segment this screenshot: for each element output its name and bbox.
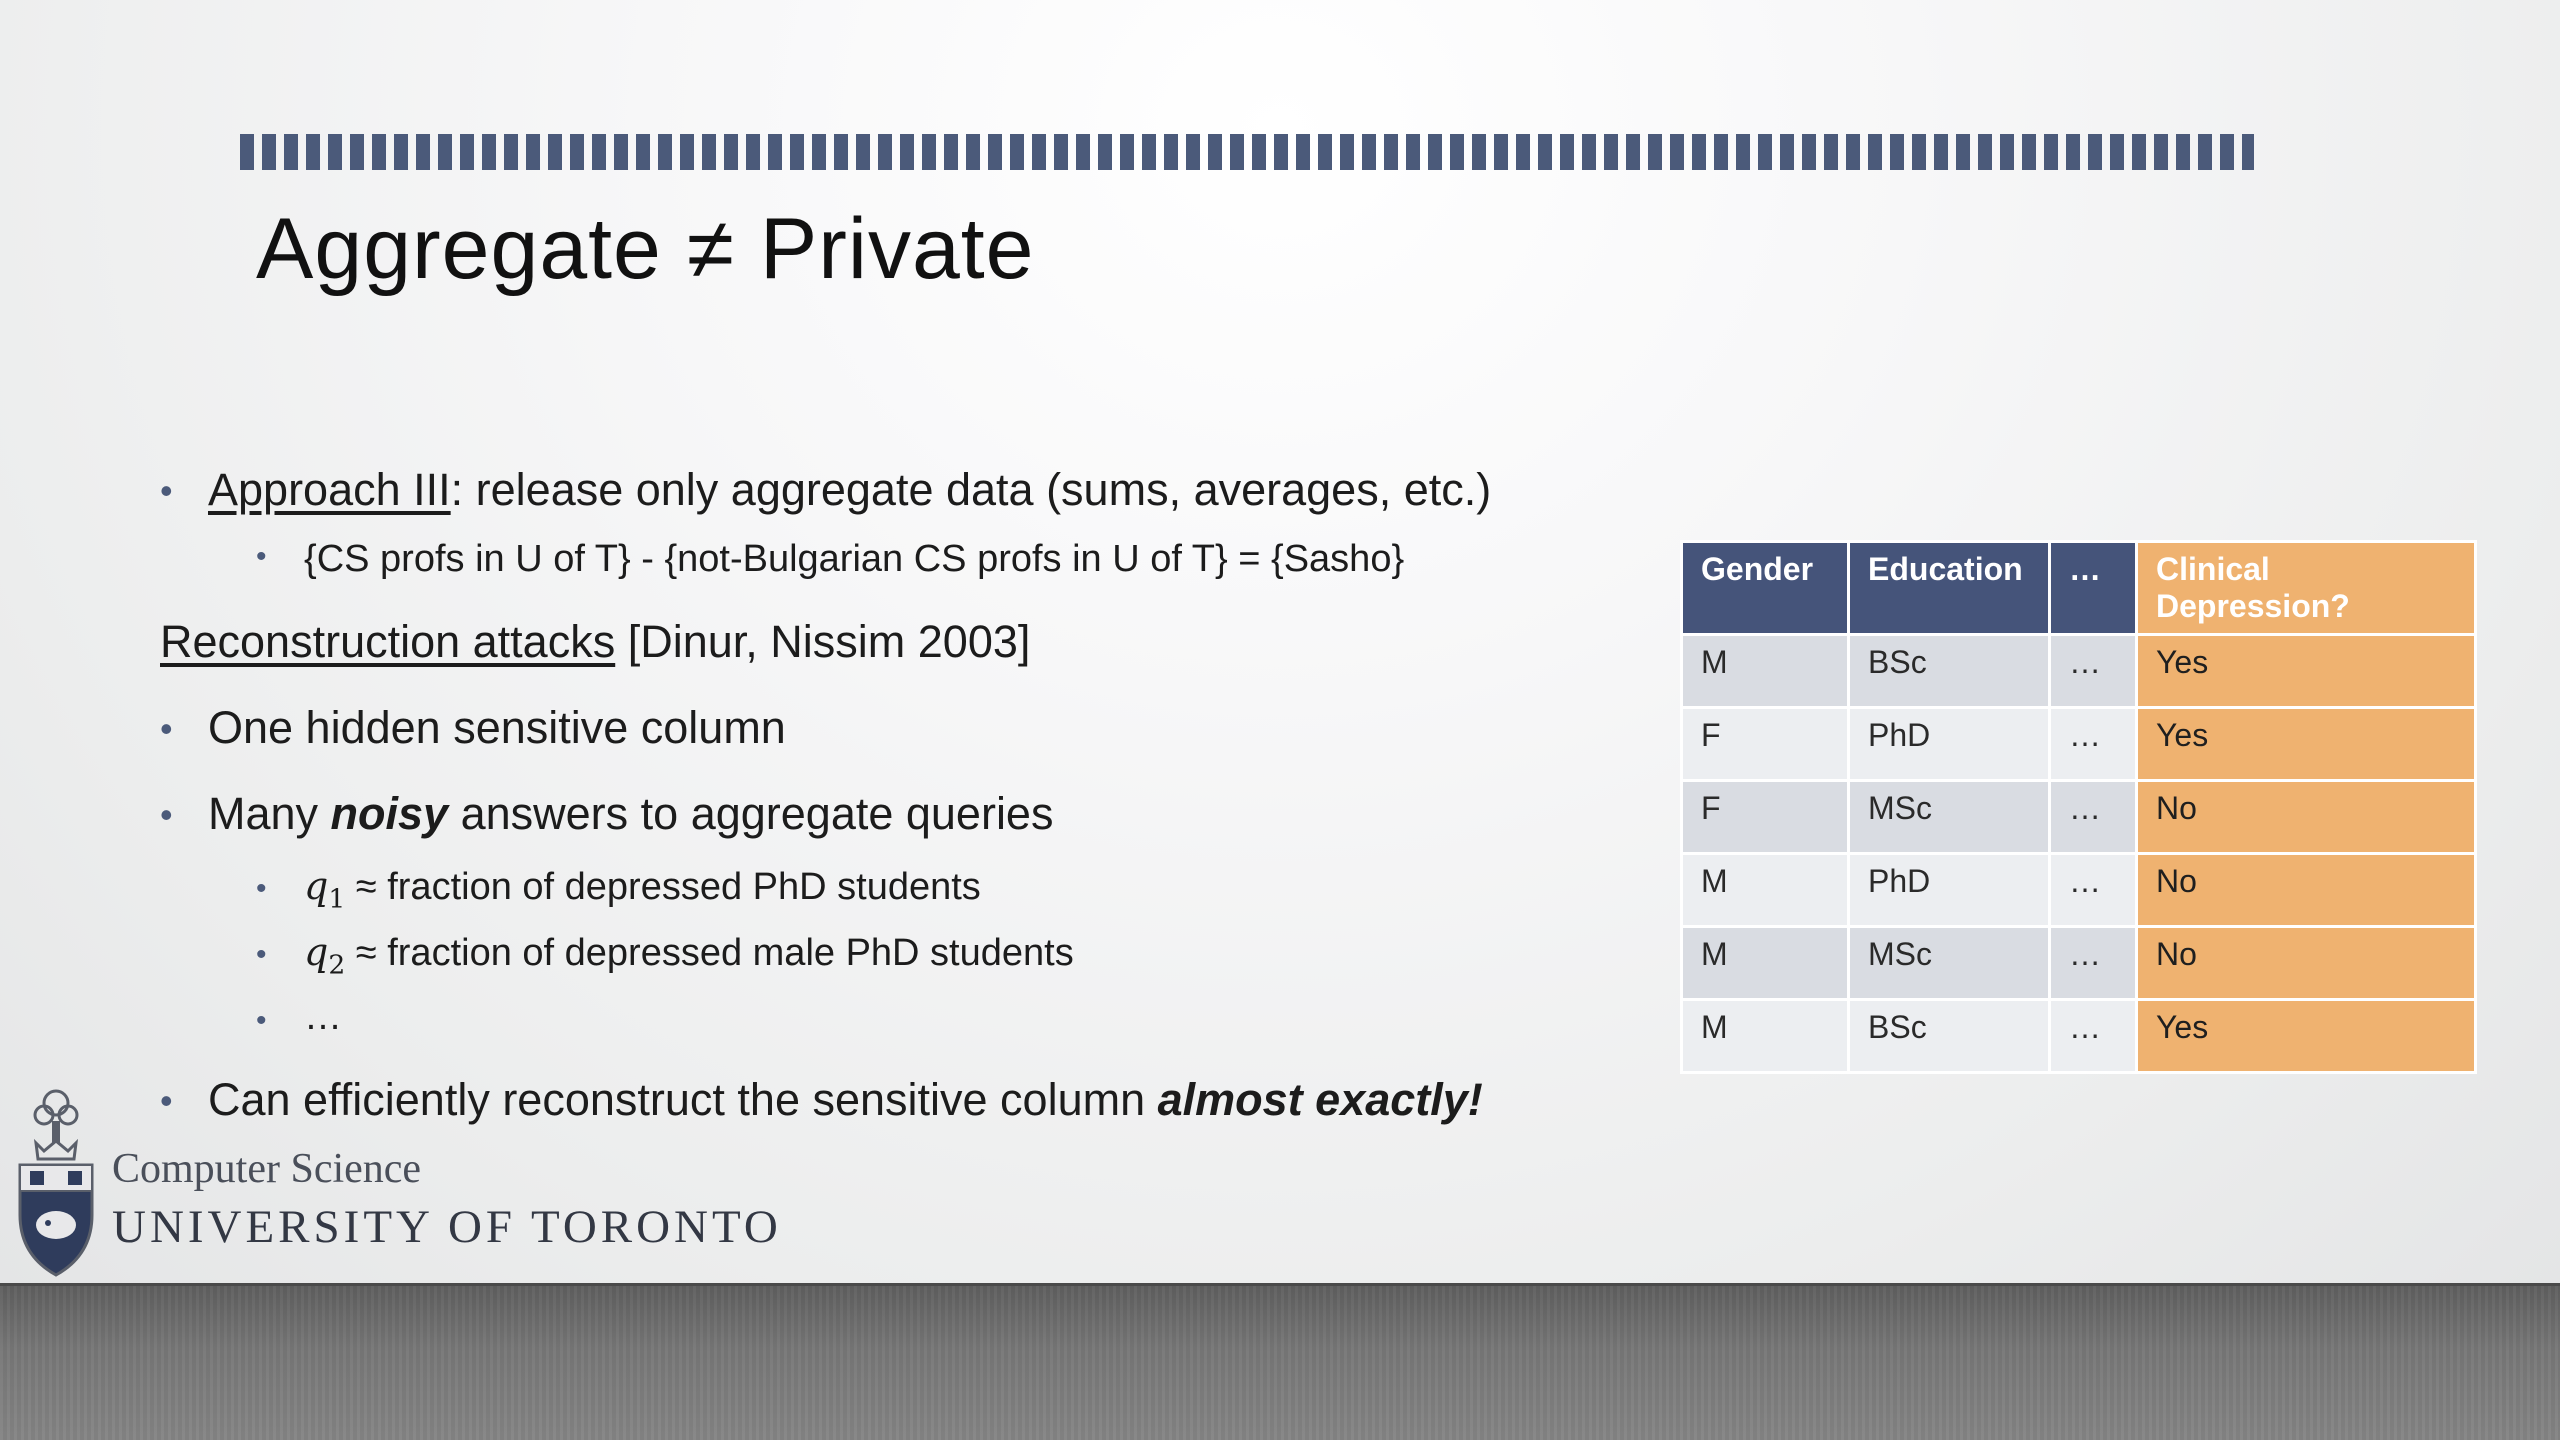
query-text: ≈ fraction of depressed male PhD students (345, 932, 1074, 974)
table-cell-sensitive: No (2137, 854, 2476, 927)
table-cell: F (1682, 708, 1849, 781)
table-cell: … (2050, 781, 2137, 854)
query-text: ≈ fraction of depressed PhD students (345, 866, 981, 908)
table-header-row (1682, 542, 2476, 635)
table-cell: BSc (1849, 635, 2050, 708)
sensitive-data-table (1680, 540, 2477, 1074)
reconstruct-pre: Can efficiently reconstruct the sensitive column (208, 1074, 1158, 1125)
table-cell: M (1682, 635, 1849, 708)
table-cell: F (1682, 781, 1849, 854)
bullet-dot-icon: • (160, 1080, 173, 1121)
decorative-stripe-bar (240, 134, 2254, 170)
table-cell: … (2050, 635, 2137, 708)
table-cell: … (2050, 1000, 2137, 1073)
table-cell-sensitive: Yes (2137, 1000, 2476, 1073)
bullet-dot-icon: • (160, 708, 173, 749)
table-header-ellipsis: … (2050, 542, 2137, 635)
table-cell: PhD (1849, 708, 2050, 781)
table-cell: PhD (1849, 854, 2050, 927)
bullet-reconstruct (208, 1074, 1483, 1126)
noisy-emph: noisy (330, 788, 449, 839)
query-item (304, 864, 981, 915)
reconstruction-heading (160, 616, 1030, 668)
slide-title: Aggregate ≠ Private (256, 201, 1035, 297)
table-cell: M (1682, 854, 1849, 927)
table-row (1682, 1000, 2476, 1073)
table-cell: … (2050, 927, 2137, 1000)
bullet-dot-icon: • (160, 470, 173, 511)
table-row (1682, 854, 2476, 927)
query-ellipsis: … (304, 996, 342, 1038)
approach-text: : release only aggregate data (sums, averages, etc.) (450, 464, 1492, 515)
bullet-dot-icon: • (256, 1004, 267, 1037)
table-row (1682, 708, 2476, 781)
noisy-pre: Many (208, 788, 331, 839)
reconstruction-citation: [Dinur, Nissim 2003] (615, 616, 1031, 667)
table-cell-sensitive: No (2137, 781, 2476, 854)
bullet-noisy-answers (208, 788, 1053, 840)
table-cell: … (2050, 708, 2137, 781)
table-cell: … (2050, 854, 2137, 927)
bullet-approach (208, 464, 1491, 516)
table-header-gender: Gender (1682, 542, 1849, 635)
table-cell: M (1682, 1000, 1849, 1073)
university-name: UNIVERSITY OF TORONTO (112, 1201, 782, 1253)
table-cell-sensitive: No (2137, 927, 2476, 1000)
table-cell: M (1682, 927, 1849, 1000)
reconstruction-label: Reconstruction attacks (160, 616, 616, 667)
noisy-post: answers to aggregate queries (448, 788, 1054, 839)
uoft-crest-icon (12, 1085, 100, 1285)
department-name: Computer Science (112, 1146, 422, 1192)
bullet-hidden-column: One hidden sensitive column (208, 702, 786, 753)
reconstruct-emph: almost exactly! (1157, 1074, 1483, 1125)
bullet-dot-icon: • (256, 540, 267, 573)
table-cell: MSc (1849, 781, 2050, 854)
table-header-clinical-depression: Clinical Depression? (2137, 542, 2476, 635)
bullet-dot-icon: • (160, 794, 173, 835)
table-row (1682, 781, 2476, 854)
table-cell: MSc (1849, 927, 2050, 1000)
table-cell: BSc (1849, 1000, 2050, 1073)
query-variable: $q_1$ (304, 864, 346, 915)
query-item (304, 930, 1074, 981)
approach-example: {CS profs in U of T} - {not-Bulgarian CS profs in U of T} = {Sasho} (304, 538, 1405, 580)
table-cell-sensitive: Yes (2137, 708, 2476, 781)
bullet-dot-icon: • (256, 938, 267, 971)
bullet-dot-icon: • (256, 872, 267, 905)
table-header-education: Education (1849, 542, 2050, 635)
approach-label: Approach III (208, 464, 451, 515)
table-row (1682, 927, 2476, 1000)
query-variable: $q_2$ (304, 930, 346, 981)
background-floor (0, 1283, 2560, 1440)
table-row (1682, 635, 2476, 708)
table-cell-sensitive: Yes (2137, 635, 2476, 708)
